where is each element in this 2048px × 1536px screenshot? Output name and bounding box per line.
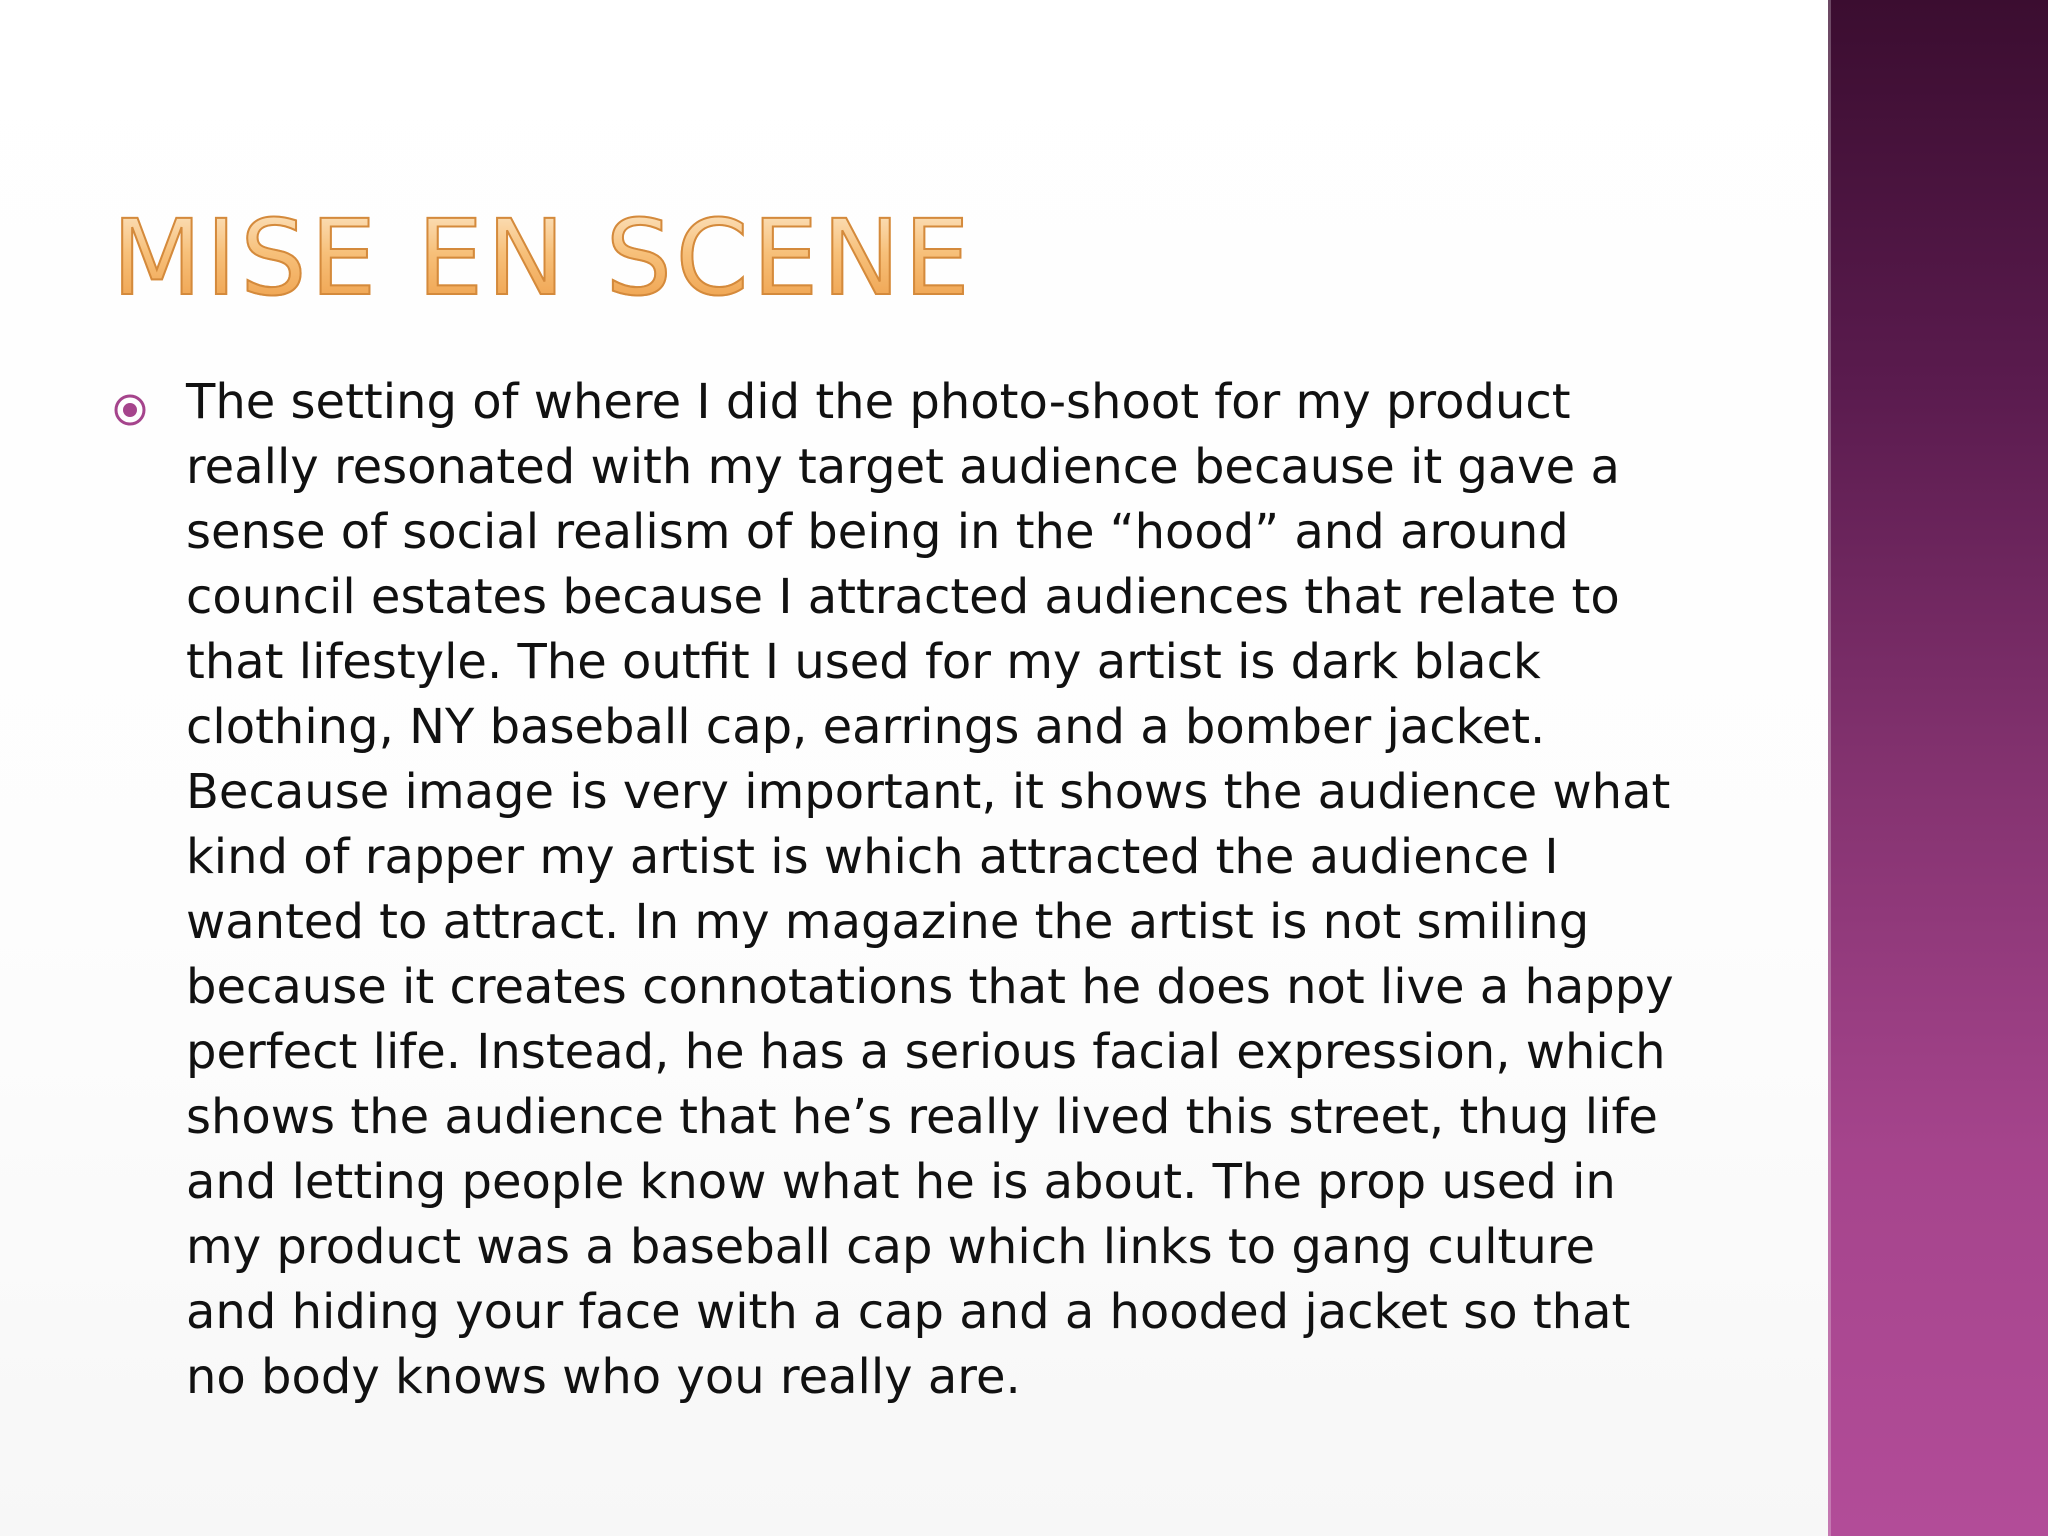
bullet-item (112, 370, 1692, 1410)
decorative-side-band (1828, 0, 2048, 1536)
bullet-text: The setting of where I did the photo-shoot for my product really resonated with my target audience because it gave a sense of social realism of being in the “hood” and around council estates because I attracted audiences that relate to that lifestyle. The outfit I used for my artist is dark black clothing, NY baseball cap, earrings and a bomber jacket. Because image is very important, it shows the audience what kind of rapper my artist is which attracted the audience I wanted to attract. In my magazine the artist is not smiling because it creates connotations that he does not live a happy perfect life. Instead, he has a serious facial expression, which shows the audience that he’s really lived this street, thug life and letting people know what he is about. The prop used in my product was a baseball cap which links to gang culture and hiding your face with a cap and a hooded jacket so that no body knows who you really are. (186, 374, 1674, 1405)
circle-dot-bullet-icon (112, 392, 148, 428)
slide-title: MISE EN SCENE (112, 197, 974, 319)
slide-body (112, 370, 1692, 1410)
